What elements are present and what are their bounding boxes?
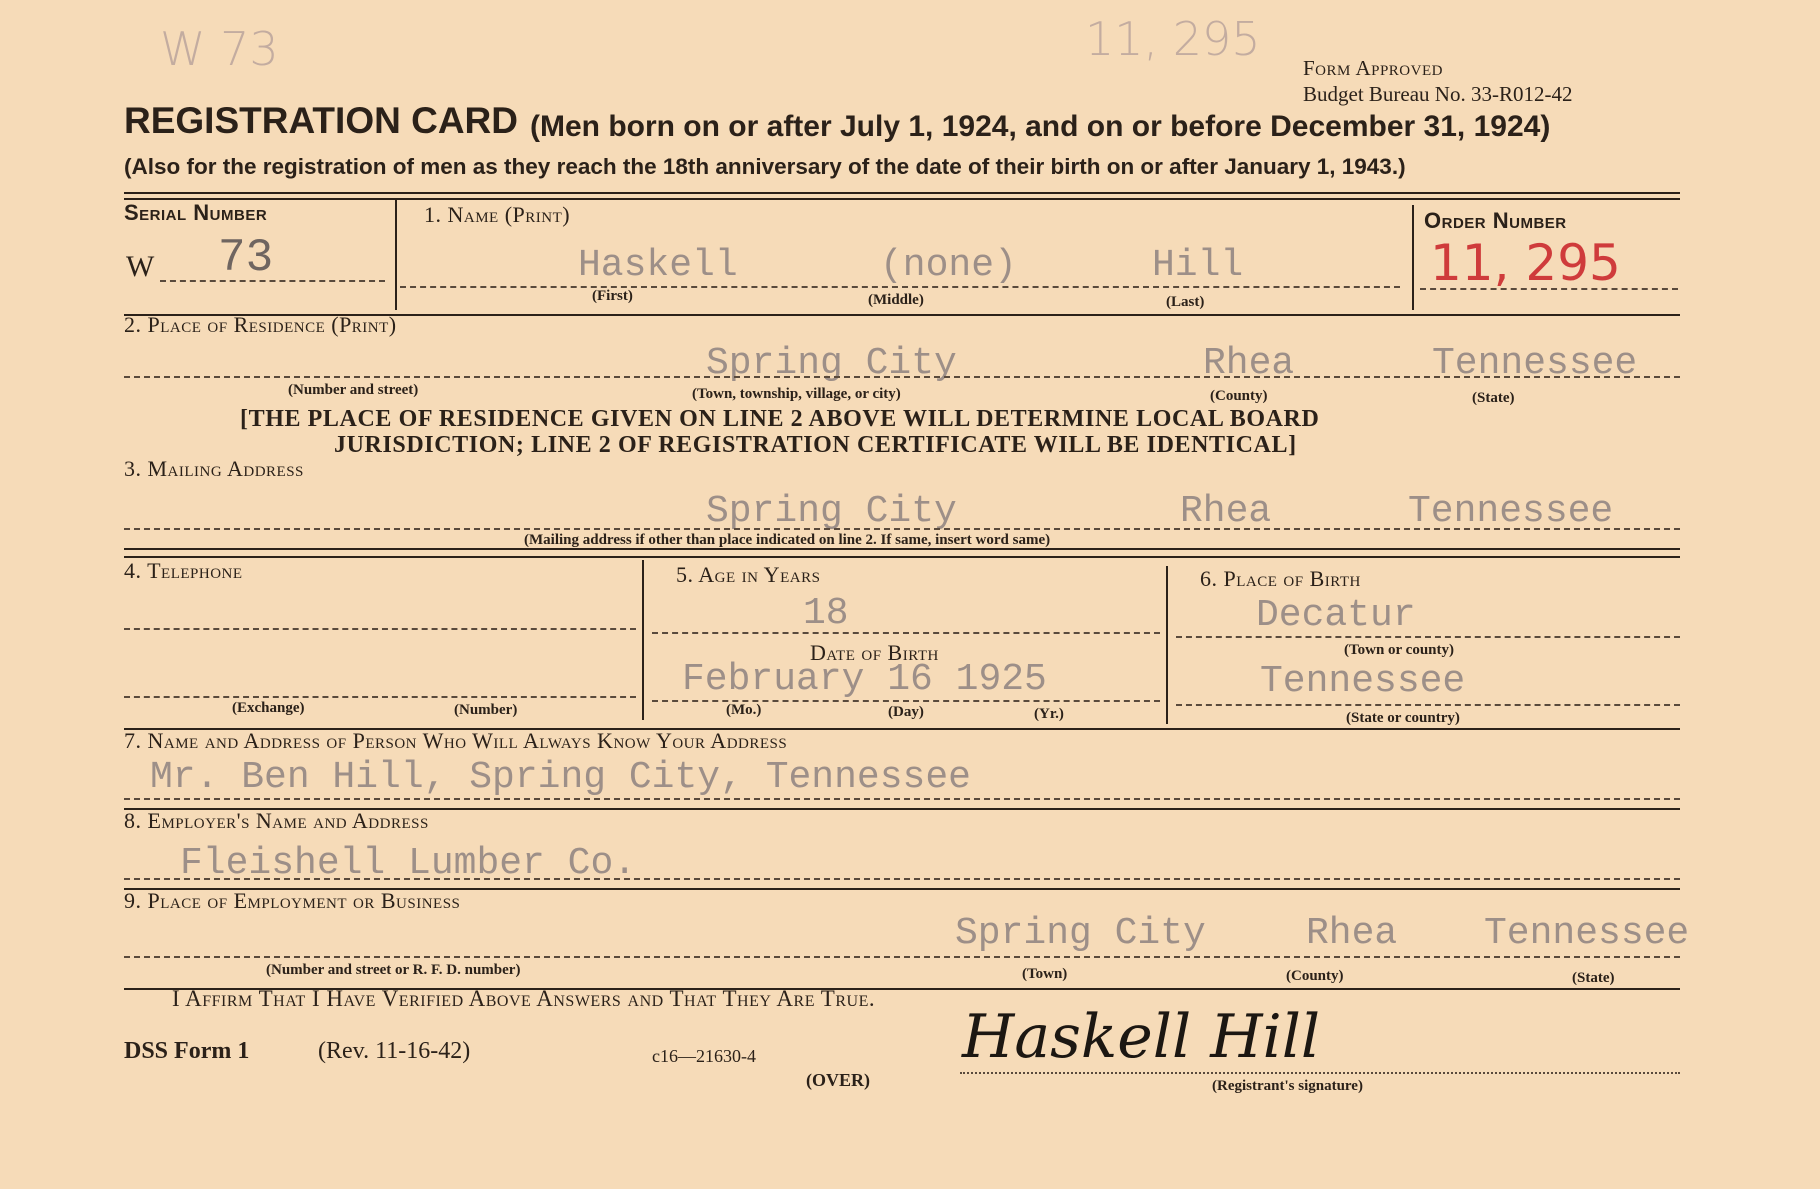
form-subtitle-2: (Also for the registration of men as they reach the 18th anniversary of the date of their birth on or after January 1, 1943.) [124,154,1406,179]
mailing-address-label: 3. Mailing Address [124,456,304,481]
employment-county: Rhea [1306,912,1398,955]
caption-day: (Day) [888,704,924,720]
employment-town: Spring City [955,912,1206,955]
serial-number-label: Serial Number [124,200,268,225]
caption-exchange: (Exchange) [232,700,305,716]
caption-mailing: (Mailing address if other than place indicated on line 2. If same, insert word same) [524,532,1051,548]
registrant-signature: Haskell Hill [962,1002,1321,1072]
employment-label: 9. Place of Employment or Business [124,888,461,913]
print-code: c16—21630-4 [652,1046,756,1066]
form-title: REGISTRATION CARD [124,100,518,141]
budget-bureau-number: Budget Bureau No. 33-R012-42 [1303,82,1573,106]
name-first: Haskell [578,244,738,287]
contact-value: Mr. Ben Hill, Spring City, Tennessee [150,756,971,799]
order-number-label: Order Number [1424,208,1567,233]
serial-number-value: 73 [218,232,274,284]
caption-first: (First) [592,288,633,304]
caption-town: (Town, township, village, or city) [692,386,901,402]
caption-street: (Number and street) [288,382,419,398]
jurisdiction-notice-line1: [THE PLACE OF RESIDENCE GIVEN ON LINE 2 ABOVE WILL DETERMINE LOCAL BOARD [240,406,1320,432]
date-of-birth-value: February 16 1925 [682,658,1047,701]
birth-state: Tennessee [1260,660,1466,703]
date-of-birth-label: Date of Birth [810,640,939,665]
caption-middle: (Middle) [868,292,924,308]
residence-state: Tennessee [1432,342,1638,385]
mailing-county: Rhea [1180,490,1272,533]
place-of-birth-label: 6. Place of Birth [1200,566,1361,591]
serial-prefix: W [126,250,155,283]
contact-label: 7. Name and Address of Person Who Will Always Know Your Address [124,728,788,753]
age-label: 5. Age in Years [676,562,821,587]
form-approved: Form Approved [1303,56,1443,80]
dss-form-number: DSS Form 1 [124,1038,250,1064]
caption-employment-town: (Town) [1022,966,1068,982]
caption-year: (Yr.) [1034,706,1064,722]
caption-birth-state: (State or country) [1346,710,1460,726]
caption-last: (Last) [1166,294,1205,310]
employment-state: Tennessee [1484,912,1690,955]
residence-label: 2. Place of Residence (Print) [124,312,397,337]
form-revision: (Rev. 11-16-42) [318,1038,471,1064]
pencil-note-order: 11, 295 [1085,12,1261,66]
caption-birth-town: (Town or county) [1344,642,1455,658]
affirmation: I Affirm That I Have Verified Above Answers and That They Are True. [172,986,876,1011]
name-middle: (none) [880,244,1017,287]
employer-value: Fleishell Lumber Co. [180,842,637,885]
caption-month: (Mo.) [726,702,762,718]
pencil-note-serial: W 73 [160,22,279,76]
form-subtitle: (Men born on or after July 1, 1924, and on or before December 31, 1924) [530,110,1551,143]
caption-phone-number: (Number) [454,702,518,718]
residence-county: Rhea [1203,342,1295,385]
name-last: Hill [1152,244,1244,287]
mailing-town: Spring City [706,490,957,533]
age-value: 18 [803,592,849,635]
employer-label: 8. Employer's Name and Address [124,808,429,833]
mailing-state: Tennessee [1408,490,1614,533]
caption-employment-county: (County) [1286,968,1344,984]
telephone-label: 4. Telephone [124,558,243,583]
caption-state: (State) [1472,390,1515,406]
caption-employment-state: (State) [1572,970,1615,986]
caption-signature: (Registrant's signature) [1212,1078,1363,1094]
birth-town: Decatur [1256,594,1416,637]
residence-town: Spring City [706,342,957,385]
order-number-value: 11, 295 [1430,234,1621,292]
caption-county: (County) [1210,388,1268,404]
caption-employment-street: (Number and street or R. F. D. number) [266,962,521,978]
jurisdiction-notice-line2: JURISDICTION; LINE 2 OF REGISTRATION CERTIFICATE WILL BE IDENTICAL] [334,432,1297,458]
name-label: 1. Name (Print) [424,202,571,227]
over-note: (OVER) [806,1070,870,1090]
